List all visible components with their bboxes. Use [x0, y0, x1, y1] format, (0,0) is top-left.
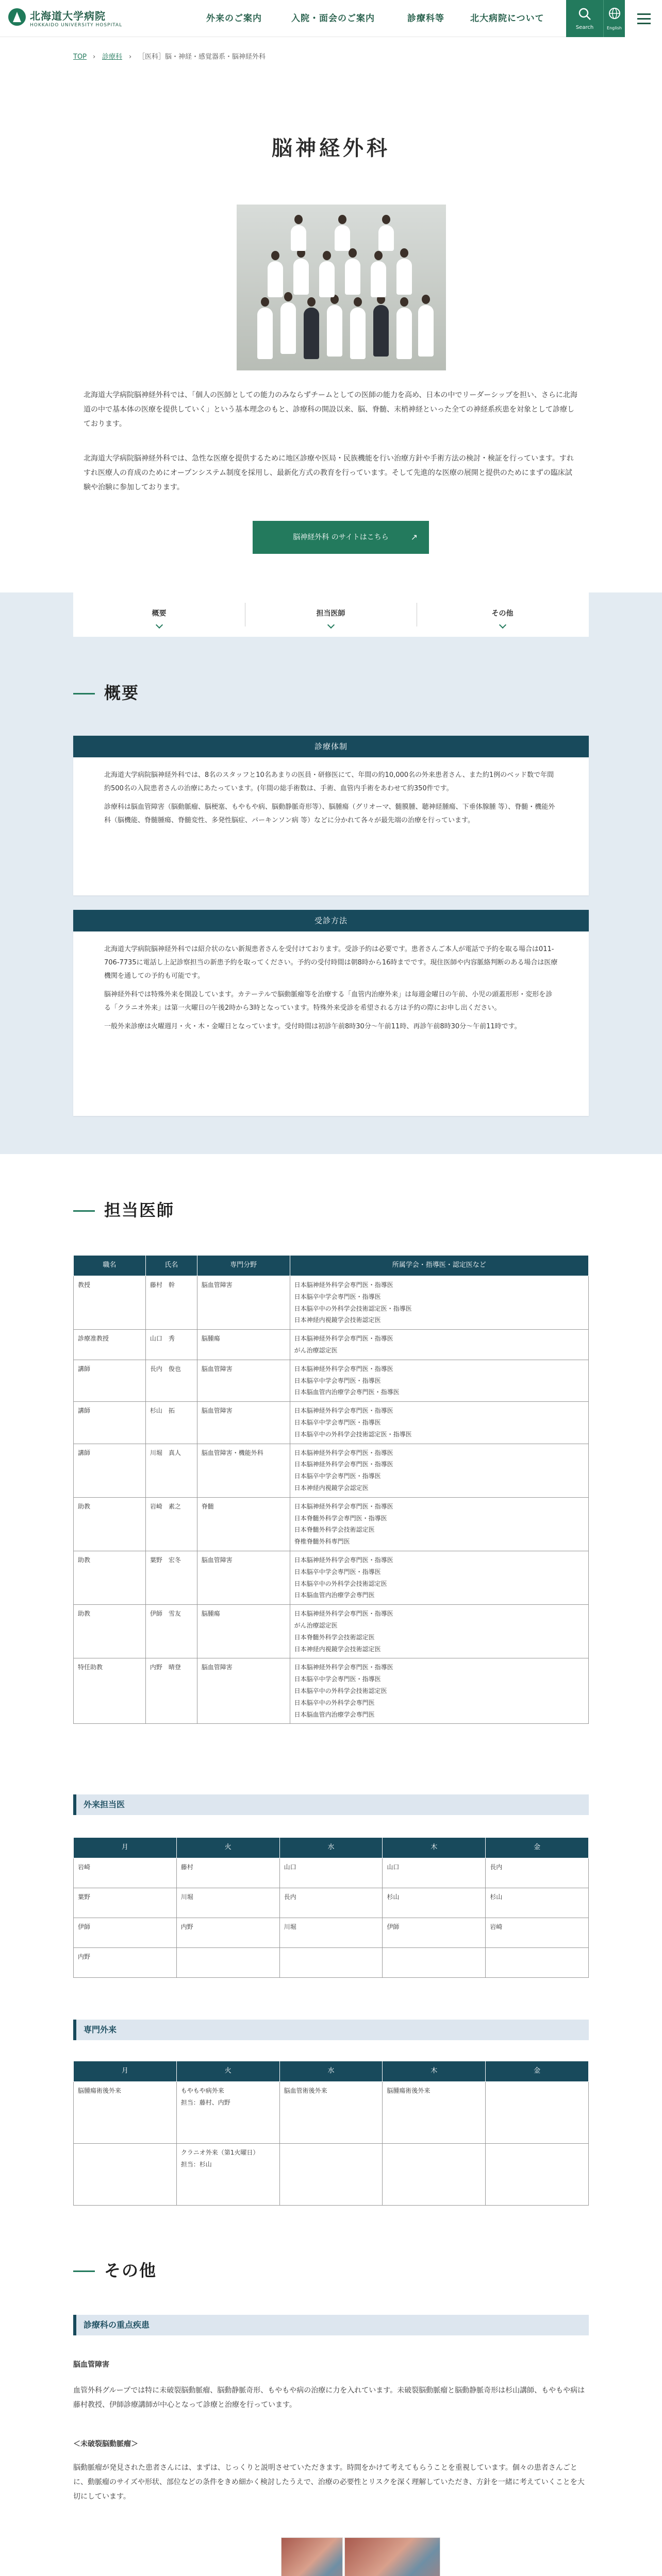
figure1-image-b — [344, 2537, 440, 2576]
visit-text: 脳神経外科では特殊外来を開設しています。カテーテルで脳動脈瘤等を治療する「血管内治療外来」は毎週金曜日の午前、小児の頭蓋形形・変形を診る「クラニオ外来」は第一火曜日の午後2時から3時となっています。特殊外来受診を希望される方は予約の際にお申し出ください。 — [104, 991, 553, 1012]
schedule-cell: 山口 — [279, 1858, 383, 1888]
doctor-title-cell: 助教 — [74, 1605, 146, 1658]
outpatient-title: 外来担当医 — [73, 1794, 589, 1815]
search-icon — [578, 7, 591, 21]
feature-sub-aneurysm: ＜未破裂脳動脈瘤＞ — [73, 2440, 138, 2448]
schedule-cell: 杉山 — [383, 1888, 486, 1918]
schedule-cell — [279, 1948, 383, 1978]
doctor-specialty-cell: 脳血管障害 — [197, 1276, 290, 1330]
menu-icon — [637, 13, 651, 15]
figure1-image-a — [281, 2537, 343, 2576]
doctor-societies-cell: 日本脳神経外科学会専門医・指導医 日本脳神経外科学会専門医・指導医 日本脳卒中学会専門医・指導医 日本神経内視鏡学会認定医 — [290, 1444, 588, 1497]
doctor-societies-cell: 日本脳神経外科学会専門医・指導医 日本脊髄外科学会専門医・指導医 日本脊髄外科学会技術認定医 脊椎脊髄外科専門医 — [290, 1497, 588, 1551]
table-row — [74, 1658, 589, 1724]
breadcrumb-current: ［医科］脳・神経・感覚器系・脳神経外科 — [138, 53, 266, 61]
col-specialty: 専門分野 — [197, 1256, 290, 1276]
doctors-heading: 担当医師 — [73, 1196, 174, 1224]
day-header: 火 — [176, 1838, 279, 1858]
doctor-name-cell: 山口 秀 — [145, 1330, 197, 1360]
doctor-specialty-cell: 脳血管障害 — [197, 1360, 290, 1401]
feature-text-1: 血管外科グループでは特に未破裂脳動脈瘤、脳動静脈奇形、もやもや病の治療に力を入れています。未破裂脳動脈瘤と脳動静脈奇形は杉山講師、もやもや病は藤村教授、伊師診療講師が中心となって診療と治療を行っています。 — [73, 2386, 585, 2409]
table-row — [74, 1497, 589, 1551]
schedule-cell: 川堀 — [176, 1888, 279, 1918]
visit-text: 一般外来診療は火曜週月・火・木・金曜日となっています。受付時間は初診午前8時30分〜午前11時、再診午前8時30分〜午前11時です。 — [104, 1023, 521, 1030]
doctor-title-cell: 教授 — [74, 1276, 146, 1330]
schedule-cell — [74, 2144, 177, 2206]
special-title: 専門外来 — [73, 2020, 589, 2040]
doctor-name-cell: 杉山 拓 — [145, 1402, 197, 1444]
schedule-cell: 長内 — [279, 1888, 383, 1918]
intro-paragraph-1: 北海道大学病院脳神経外科では、「個人の医師としての能力のみならずチームとしての医師の能力を高め、日本の中でリーダーシップを担い、さらに北海道の中で基本体の医療を提供していく」という基本理念のもと、診療科の開設以来、脳、脊髄、末梢神経といった全ての神経系疾患を対象として診療しております。 — [84, 391, 577, 428]
day-header: 木 — [383, 1838, 486, 1858]
schedule-cell: 脳腫瘍術後外来 — [74, 2082, 177, 2144]
doctor-societies-cell: 日本脳神経外科学会専門医・指導医 日本脳卒中学会専門医・指導医 日本脳卒中の外科学会技術認定医・指導医 日本神経内視鏡学会技術認定医 — [290, 1276, 588, 1330]
doctor-societies-cell: 日本脳神経外科学会専門医・指導医 日本脳卒中学会専門医・指導医 日本脳卒中の外科学会技術認定医・指導医 — [290, 1402, 588, 1444]
schedule-cell: 川堀 — [279, 1918, 383, 1948]
doctor-specialty-cell: 脳腫瘍 — [197, 1330, 290, 1360]
table-row — [74, 1888, 589, 1918]
search-label: Search — [575, 25, 594, 30]
doctor-specialty-cell: 脳血管障害 — [197, 1402, 290, 1444]
breadcrumb-top[interactable]: TOP — [73, 53, 87, 61]
table-row — [74, 1360, 589, 1401]
doctor-societies-cell: 日本脳神経外科学会専門医・指導医 日本脳卒中学会専門医・指導医 日本脳血管内治療学会専門医・指導医 — [290, 1360, 588, 1401]
doctor-name-cell: 内野 晴登 — [145, 1658, 197, 1724]
schedule-cell — [383, 1948, 486, 1978]
col-societies: 所属学会・指導医・認定医など — [290, 1256, 588, 1276]
menu-icon-bar — [637, 23, 651, 24]
doctor-specialty-cell: 脳血管障害・機能外科 — [197, 1444, 290, 1497]
logo-subtitle: HOKKAIDO UNIVERSITY HOSPITAL — [30, 23, 123, 28]
table-row — [74, 2082, 589, 2144]
day-header: 水 — [279, 1838, 383, 1858]
schedule-cell: もやもや病外来 担当：藤村、内野 — [176, 2082, 279, 2144]
schedule-cell: 伊師 — [383, 1918, 486, 1948]
schedule-cell — [176, 1948, 279, 1978]
doctor-societies-cell: 日本脳神経外科学会専門医・指導医 日本脳卒中学会専門医・指導医 日本脳卒中の外科学会技術認定医 日本脳血管内治療学会専門医 — [290, 1551, 588, 1604]
doctor-title-cell: 特任助教 — [74, 1658, 146, 1724]
menu-icon-bar — [637, 18, 651, 20]
system-card — [73, 736, 589, 895]
schedule-cell: 伊師 — [74, 1918, 177, 1948]
breadcrumb-sep: › — [93, 53, 96, 61]
schedule-cell: 岩崎 — [74, 1858, 177, 1888]
schedule-cell: クラニオ外来（第1火曜日） 担当：杉山 — [176, 2144, 279, 2206]
schedule-cell: 葉野 — [74, 1888, 177, 1918]
system-text: 北海道大学病院脳神経外科では、8名のスタッフと10名あまりの医員・研修医にて、年間の約10,000名の外来患者さん、また約1例のベッド数で年間約500名の入院患者さんの治療にあたっています。(年間の総手術数は、手術、血管内手術をあわせて約350件です。 — [104, 771, 554, 792]
visit-card — [73, 910, 589, 1116]
day-header: 月 — [74, 1838, 177, 1858]
doctor-title-cell: 講師 — [74, 1360, 146, 1401]
table-row — [74, 1918, 589, 1948]
doctor-societies-cell: 日本脳神経外科学会専門医・指導医 がん治療認定医 — [290, 1330, 588, 1360]
doctor-title-cell: 助教 — [74, 1551, 146, 1604]
page-title: 脳神経外科 — [272, 136, 390, 160]
schedule-cell — [279, 2144, 383, 2206]
doctor-specialty-cell: 脳腫瘍 — [197, 1605, 290, 1658]
schedule-cell: 脳腫瘍術後外来 — [383, 2082, 486, 2144]
tab-overview[interactable]: 概要 — [73, 592, 245, 637]
hospital-logo-icon[interactable] — [8, 8, 26, 26]
doctor-title-cell: 診療准教授 — [74, 1330, 146, 1360]
day-header: 木 — [383, 2061, 486, 2082]
day-header: 金 — [486, 2061, 589, 2082]
nav-departments[interactable]: 診療科等 — [407, 13, 444, 24]
breadcrumb-departments[interactable]: 診療科 — [102, 53, 123, 61]
menu-button[interactable] — [625, 0, 662, 37]
table-row — [74, 1948, 589, 1978]
schedule-cell — [486, 2144, 589, 2206]
table-row — [74, 1551, 589, 1604]
overview-heading: 概要 — [73, 679, 139, 707]
doctor-name-cell: 葉野 宏冬 — [145, 1551, 197, 1604]
schedule-cell: 岩崎 — [486, 1918, 589, 1948]
doctors-table — [73, 1255, 589, 1724]
doctor-societies-cell: 日本脳神経外科学会専門医・指導医 日本脳卒中学会専門医・指導医 日本脳卒中の外科学会技術認定医 日本脳卒中の外科学会専門医 日本脳血管内治療学会専門医 — [290, 1658, 588, 1724]
table-row — [74, 1605, 589, 1658]
schedule-cell — [486, 2082, 589, 2144]
language-button[interactable] — [603, 0, 625, 37]
table-row — [74, 1402, 589, 1444]
day-header: 月 — [74, 2061, 177, 2082]
table-row — [74, 1276, 589, 1330]
day-header: 火 — [176, 2061, 279, 2082]
visit-text: 北海道大学病院脳神経外科では紹介状のない新規患者さんを受付けております。受診予約は必要です。患者さんご本人が電話で予約を取る場合は011-706-7735に電話し上記診察担当の新患予約を取ってください。予約の受付時間は朝8時から16時までです。現住医師や内容脈絡判断のある場合は医療機関を通しての予約も可能です。 — [104, 945, 558, 980]
doctor-name-cell: 岩崎 素之 — [145, 1497, 197, 1551]
table-row — [74, 1330, 589, 1360]
doctor-societies-cell: 日本脳神経外科学会専門医・指導医 がん治療認定医 日本脊髄外科学会技術認定医 日本神経内視鏡学会技術認定医 — [290, 1605, 588, 1658]
nav-outpatient[interactable]: 外来のご案内 — [206, 13, 262, 24]
doctor-name-cell: 伊師 雪友 — [145, 1605, 197, 1658]
day-header: 金 — [486, 1838, 589, 1858]
system-card-title: 診療体制 — [73, 736, 589, 757]
schedule-cell: 長内 — [486, 1858, 589, 1888]
doctor-name-cell: 長内 俊也 — [145, 1360, 197, 1401]
nav-about[interactable]: 北大病院について — [470, 13, 544, 24]
language-label: English — [607, 26, 622, 31]
department-staff-photo — [237, 205, 446, 370]
table-row — [74, 1858, 589, 1888]
schedule-cell: 内野 — [176, 1918, 279, 1948]
system-text: 診療科は脳血管障害（脳動脈瘤、脳梗塞、もやもや病、脳動静脈奇形等）、脳腫瘍（グリオーマ、髄膜腫、聴神経腫瘍、下垂体腺腫 等）、脊髄・機能外科（脳機能、脊髄腫瘍、脊髄変性、多発性脳症、パーキンソン病 等）などに分かれて各々が最先端の治療を行っています。 — [104, 803, 555, 824]
schedule-cell: 脳血管術後外来 — [279, 2082, 383, 2144]
search-button[interactable] — [566, 0, 603, 37]
schedule-cell — [486, 1948, 589, 1978]
department-site-button[interactable]: 脳神経外科 のサイトはこちら ↗ — [253, 521, 429, 554]
doctor-specialty-cell: 脳血管障害 — [197, 1658, 290, 1724]
doctor-title-cell: 講師 — [74, 1444, 146, 1497]
tab-doctors[interactable]: 担当医師 — [245, 592, 417, 637]
doctor-title-cell: 助教 — [74, 1497, 146, 1551]
globe-icon — [608, 7, 621, 20]
schedule-cell — [383, 2144, 486, 2206]
nav-inpatient[interactable]: 入院・面会のご案内 — [291, 13, 375, 24]
doctor-specialty-cell: 脊髄 — [197, 1497, 290, 1551]
tab-other[interactable]: その他 — [417, 592, 588, 637]
breadcrumb-sep: › — [129, 53, 132, 61]
visit-card-title: 受診方法 — [73, 910, 589, 931]
doctor-name-cell: 川堀 真人 — [145, 1444, 197, 1497]
other-heading: その他 — [73, 2257, 157, 2284]
col-name: 氏名 — [145, 1256, 197, 1276]
feature-sub-cerebrovascular: 脳血管障害 — [73, 2361, 109, 2369]
outpatient-table — [73, 1837, 589, 1978]
site-header — [0, 0, 662, 37]
intro-paragraph-2: 北海道大学病院脳神経外科では、急性な医療を提供するために地区診療や医局・民族機能を行い治療方針や手術方法の検討・検証を行っています。すれすれ医療人の育成のためにオープンシステム制度を採用し、最新化方式の教育を行っています。そして先進的な医療の展開と提供のためにまずの臨床試験や治験に参加しております。 — [84, 454, 574, 492]
schedule-cell: 杉山 — [486, 1888, 589, 1918]
schedule-cell: 山口 — [383, 1858, 486, 1888]
logo-title[interactable]: 北海道大学病院 — [30, 10, 106, 22]
schedule-cell: 藤村 — [176, 1858, 279, 1888]
doctor-name-cell: 藤村 幹 — [145, 1276, 197, 1330]
special-table — [73, 2061, 589, 2206]
day-header: 水 — [279, 2061, 383, 2082]
table-row — [74, 1444, 589, 1497]
table-row — [74, 2144, 589, 2206]
doctor-title-cell: 講師 — [74, 1402, 146, 1444]
section-tabs — [73, 592, 589, 637]
col-title: 職名 — [74, 1256, 146, 1276]
schedule-cell: 内野 — [74, 1948, 177, 1978]
doctor-specialty-cell: 脳血管障害 — [197, 1551, 290, 1604]
features-title: 診療科の重点疾患 — [73, 2315, 589, 2335]
feature-text-2: 脳動脈瘤が発見された患者さんには、まずは、じっくりと説明させていただきます。時間をかけて考えてもらうことを重視しています。個々の患者さんごとに、動脈瘤のサイズや形状、部位などの条件をきめ細かく検討したうえで、治療の必要性とリスクを深く理解していただき、方針を一緒に考えていくことを大切にしています。 — [73, 2464, 585, 2501]
